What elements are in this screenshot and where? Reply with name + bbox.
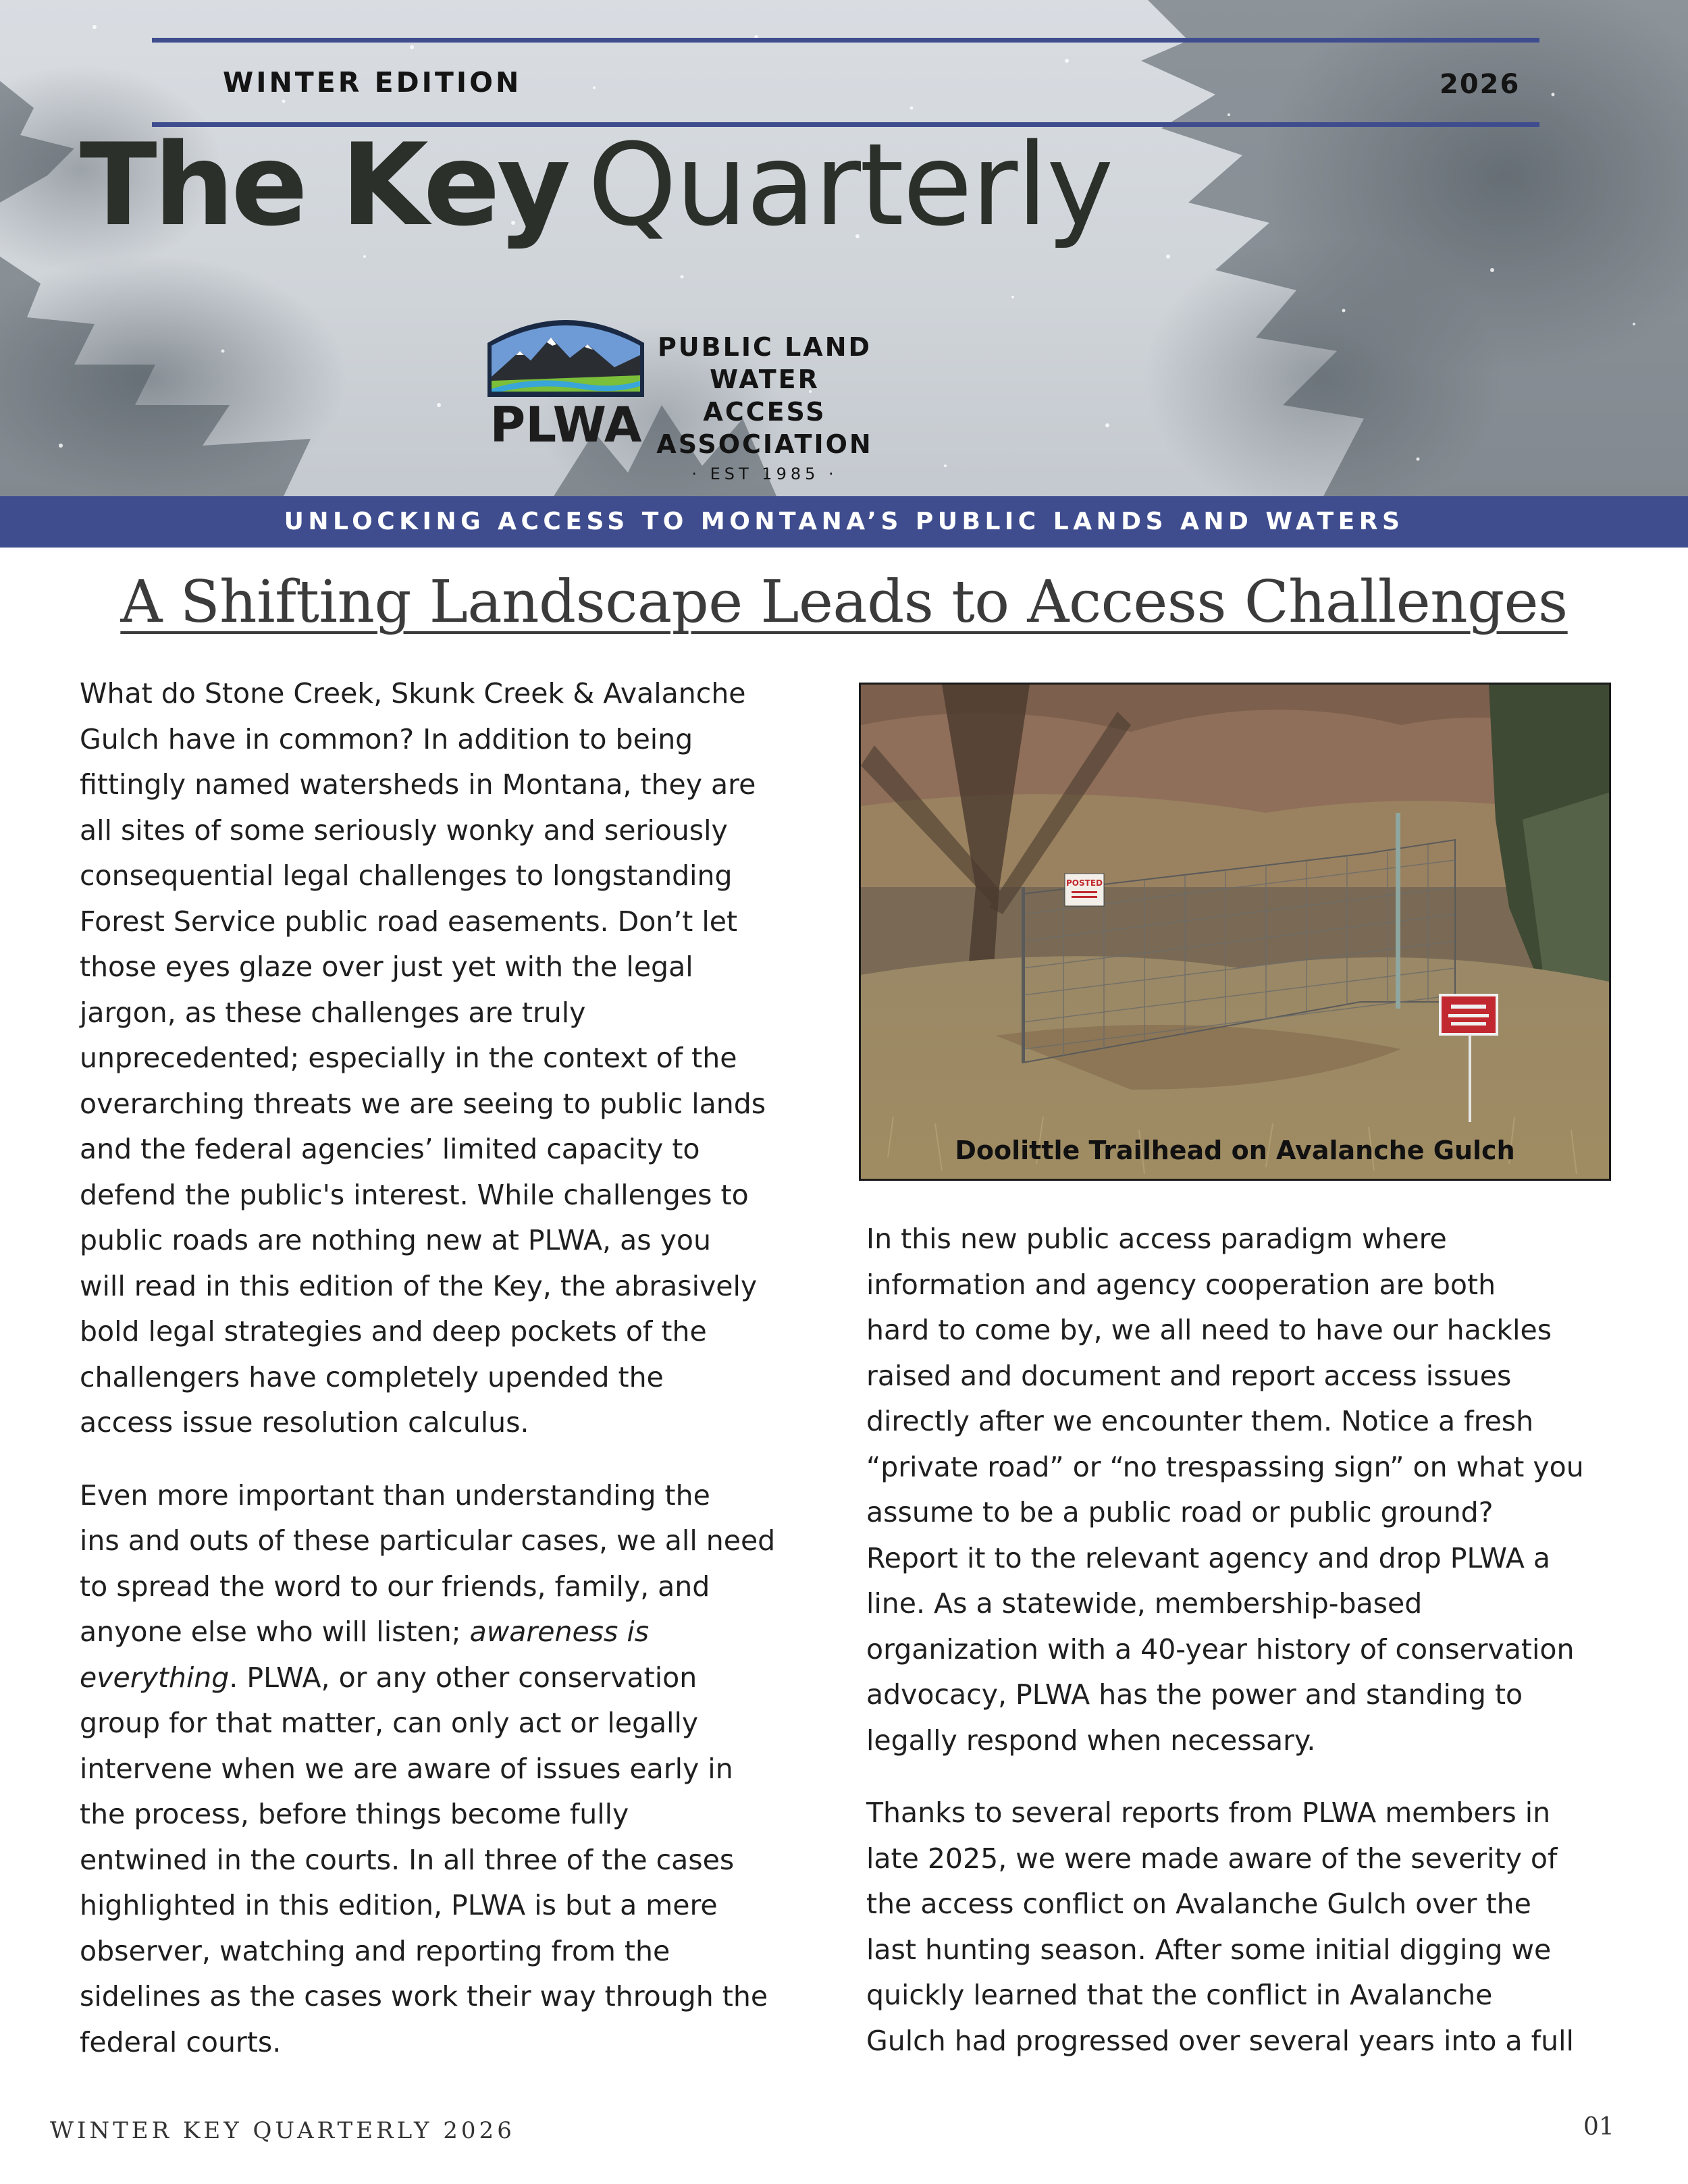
title-bold-part: The Key: [80, 119, 568, 251]
tagline-band: [0, 496, 1688, 548]
paragraph-line: advocacy, PLWA has the power and standing to: [866, 1678, 1523, 1711]
article-headline: A Shifting Landscape Leads to Access Challenges: [120, 568, 1568, 636]
paragraph-line: consequential legal challenges to longstanding: [80, 859, 733, 892]
paragraph-line: bold legal strategies and deep pockets of the: [80, 1315, 707, 1348]
paragraph-line: legally respond when necessary.: [866, 1724, 1316, 1757]
paragraph-line: group for that matter, can only act or legally: [80, 1707, 699, 1739]
paragraph-line: directly after we encounter them. Notice a fresh: [866, 1405, 1534, 1437]
paragraph-line: In this new public access paradigm where: [866, 1223, 1447, 1255]
paragraph-line: observer, watching and reporting from the: [80, 1934, 670, 1967]
paragraph-line: entwined in the courts. In all three of the cases: [80, 1843, 735, 1876]
paragraph-line: Even more important than understanding the: [80, 1479, 710, 1512]
photo-scene: [861, 685, 1609, 1179]
paragraph-line: defend the public's interest. While challenges to: [80, 1178, 749, 1211]
paragraph-line: sidelines as the cases work their way through the: [80, 1980, 768, 2013]
paragraph-line: highlighted in this edition, PLWA is but a mere: [80, 1889, 718, 1921]
right-paragraph-2: [866, 1790, 1650, 2064]
paragraph-line: assume to be a public road or public ground?: [866, 1496, 1494, 1528]
paragraph-line: those eyes glaze over just yet with the legal: [80, 951, 693, 983]
paragraph-line: intervene when we are aware of issues early in: [80, 1752, 733, 1785]
paragraph-line: ins and outs of these particular cases, we all need: [80, 1524, 776, 1557]
page-number: 01: [1583, 2113, 1614, 2141]
emphasis-text: awareness is: [469, 1616, 650, 1648]
paragraph-line: information and agency cooperation are both: [866, 1268, 1496, 1301]
right-paragraph-1: [866, 1217, 1650, 1763]
posted-sign: POSTED: [1066, 878, 1103, 888]
paragraph-line: anyone else who will listen; awareness is: [80, 1616, 650, 1648]
org-line-3: ASSOCIATION: [656, 429, 873, 459]
paragraph-line: What do Stone Creek, Skunk Creek & Avalanche: [80, 677, 746, 710]
paragraph-line: “private road” or “no trespassing sign” on what you: [866, 1450, 1584, 1483]
paragraph-line: will read in this edition of the Key, the abrasively: [80, 1269, 758, 1302]
paragraph-line: the process, before things become fully: [80, 1798, 629, 1830]
paragraph-line: access issue resolution calculus.: [80, 1406, 529, 1439]
edition-label: WINTER EDITION: [223, 66, 522, 99]
paragraph-line: hard to come by, we all need to have our hackles: [866, 1314, 1552, 1346]
paragraph-line: Report it to the relevant agency and drop PLWA a: [866, 1541, 1551, 1574]
paragraph-line: fittingly named watersheds in Montana, they are: [80, 768, 756, 801]
paragraph-line: everything. PLWA, or any other conservation: [80, 1661, 697, 1694]
paragraph-line: Gulch have in common? In addition to being: [80, 722, 693, 755]
tagline: UNLOCKING ACCESS TO MONTANA’S PUBLIC LANDS AND WATERS: [284, 508, 1404, 535]
paragraph-line: overarching threats we are seeing to public lands: [80, 1087, 766, 1120]
paragraph-line: line. As a statewide, membership-based: [866, 1587, 1423, 1620]
org-line-2: WATER ACCESS: [703, 365, 826, 427]
edition-year: 2026: [1440, 69, 1521, 100]
paragraph-line: the access conflict on Avalanche Gulch over the: [866, 1888, 1531, 1920]
plwa-logo: [486, 311, 645, 449]
emphasis-text: everything: [80, 1661, 230, 1694]
right-column: [866, 1217, 1650, 2064]
paragraph-line: and the federal agencies’ limited capacity to: [80, 1133, 700, 1165]
masthead-banner: [0, 0, 1688, 496]
paragraph-line: quickly learned that the conflict in Avalanche: [866, 1979, 1493, 2011]
paragraph-line: last hunting season. After some initial digging we: [866, 1933, 1552, 1966]
trailhead-photo: [859, 683, 1611, 1181]
paragraph-line: Forest Service public road easements. Don’t let: [80, 905, 738, 938]
paragraph-line: raised and document and report access issues: [866, 1359, 1512, 1392]
paragraph-line: to spread the word to our friends, family, and: [80, 1570, 710, 1603]
title-light-part: Quarterly: [587, 119, 1113, 251]
paragraph-line: jargon, as these challenges are truly: [80, 996, 586, 1029]
newsletter-title: [80, 119, 1113, 251]
logo-wordmark: PLWA: [490, 396, 642, 449]
paragraph-line: Gulch had progressed over several years into a full: [866, 2024, 1574, 2057]
paragraph-line: federal courts.: [80, 2025, 282, 2058]
paragraph-line: unprecedented; especially in the context of the: [80, 1042, 737, 1074]
paragraph-line: organization with a 40-year history of conservation: [866, 1632, 1575, 1666]
org-line-1: PUBLIC LAND: [657, 332, 872, 362]
org-name: [648, 331, 881, 487]
paragraph-line: Thanks to several reports from PLWA members in: [866, 1796, 1551, 1829]
paragraph-line: late 2025, we were made aware of the severity of: [866, 1842, 1558, 1875]
header-rule-top: [152, 38, 1539, 43]
paragraph-line: public roads are nothing new at PLWA, as you: [80, 1224, 711, 1256]
left-paragraph-2: [80, 1473, 843, 2066]
left-paragraph-1: [80, 671, 843, 1446]
org-established: · EST 1985 ·: [691, 464, 838, 483]
left-column: [80, 671, 843, 2065]
paragraph-line: challengers have completely upended the: [80, 1360, 664, 1393]
footer-publication: WINTER KEY QUARTERLY 2026: [50, 2117, 515, 2144]
photo-caption: Doolittle Trailhead on Avalanche Gulch: [955, 1136, 1515, 1165]
paragraph-line: all sites of some seriously wonky and seriously: [80, 814, 728, 847]
